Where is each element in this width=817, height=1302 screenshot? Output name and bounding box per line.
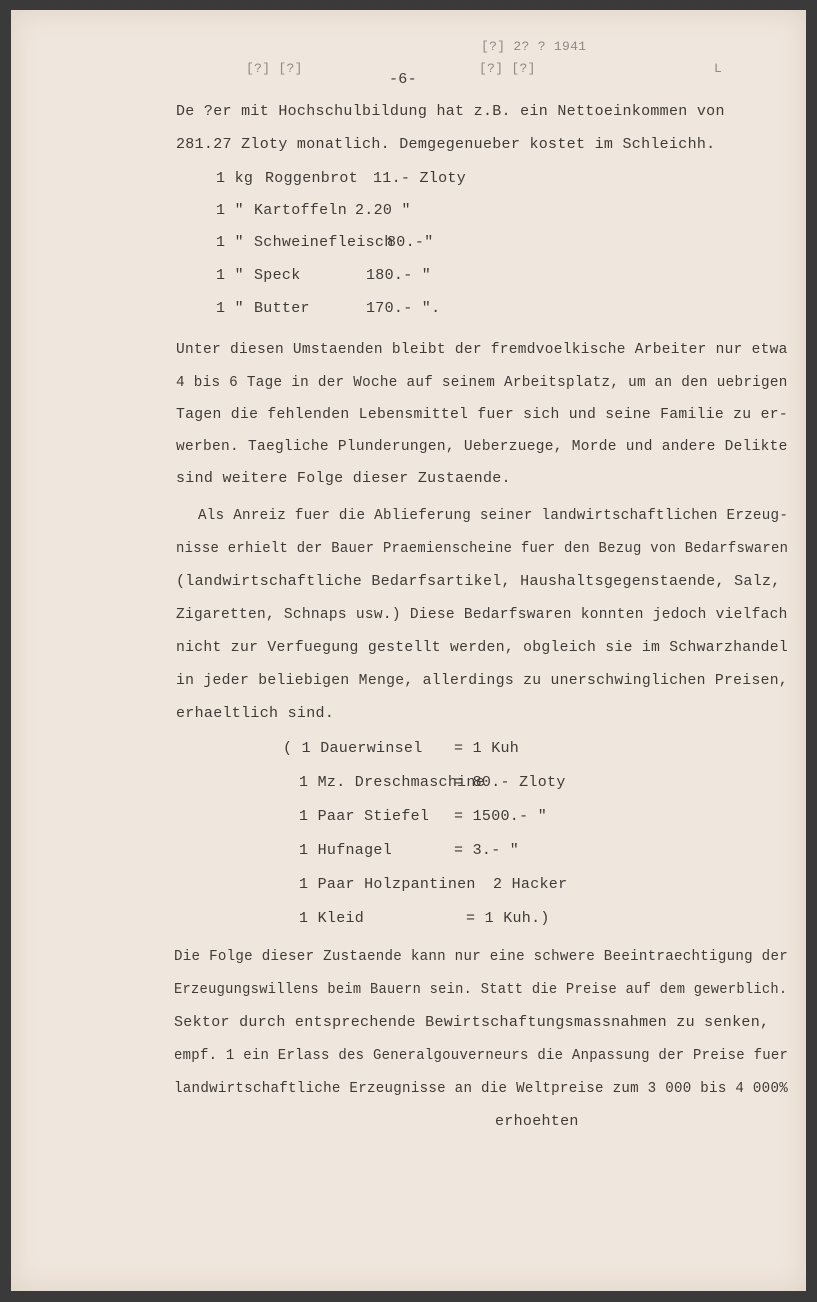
paragraph-3-line-1: Als Anreiz fuer die Ablieferung seiner landwirtschaftlichen Erzeug- (198, 507, 789, 524)
paragraph-4-line-2: Erzeugungswillens beim Bauern sein. Statt die Preise auf dem gewerblich. (174, 981, 788, 998)
food-price: 2.20 " (355, 202, 411, 219)
food-price: 80.-" (387, 234, 434, 251)
paragraph-4-line-5: landwirtschaftliche Erzeugnisse an die Weltpreise zum 3 000 bis 4 000% (174, 1080, 788, 1097)
paragraph-2-line-4: werben. Taegliche Plunderungen, Ueberzuege, Morde und andere Delikte (176, 438, 788, 455)
food-item: Roggenbrot (265, 170, 359, 187)
paragraph-3-line-4: Zigaretten, Schnaps usw.) Diese Bedarfswaren konnten jedoch vielfach (176, 606, 788, 623)
food-price: 11.- Zloty (373, 170, 467, 187)
paragraph-3-line-2: nisse erhielt der Bauer Praemienscheine fuer den Bezug von Bedarfswaren (176, 540, 789, 557)
paragraph-2-line-5: sind weitere Folge dieser Zustaende. (176, 470, 511, 487)
barter-price: = 3.- " (454, 842, 520, 859)
paragraph-1-line-2: 281.27 Zloty monatlich. Demgegenueber kostet im Schleichh. (176, 136, 716, 153)
paragraph-4-line-3: Sektor durch entsprechende Bewirtschaftungsmassnahmen zu senken, (174, 1014, 770, 1031)
barter-item: 1 Mz. Dreschmaschine (299, 774, 486, 791)
paragraph-1-line-1: De ?er mit Hochschulbildung hat z.B. ein Nettoeinkommen von (176, 103, 725, 120)
food-price: 170.- ". (366, 300, 441, 317)
paragraph-2-line-1: Unter diesen Umstaenden bleibt der fremdvoelkische Arbeiter nur etwa (176, 341, 788, 358)
closing-word: erhoehten (495, 1113, 579, 1130)
food-price: 180.- " (366, 267, 432, 284)
food-item: Speck (254, 267, 301, 284)
paragraph-2-line-3: Tagen die fehlenden Lebensmittel fuer sich und seine Familie zu er- (176, 406, 788, 423)
paragraph-3-line-6: in jeder beliebigen Menge, allerdings zu unerschwinglichen Preisen, (176, 672, 788, 689)
header-mark-mid: [?] [?] (479, 61, 536, 76)
header-mark-left: [?] [?] (246, 61, 303, 76)
header-mark-right: L (714, 61, 723, 76)
paragraph-3-line-5: nicht zur Verfuegung gestellt werden, obgleich sie im Schwarzhandel (176, 639, 788, 656)
barter-item: 1 Paar Holzpantinen (299, 876, 476, 893)
food-qty: 1 " (216, 234, 244, 251)
food-item: Butter (254, 300, 310, 317)
barter-price: = 1 Kuh.) (466, 910, 550, 927)
paragraph-2-line-2: 4 bis 6 Tage in der Woche auf seinem Arbeitsplatz, um an den uebrigen (176, 374, 788, 391)
barter-price: = 1 Kuh (454, 740, 520, 757)
food-item: Kartoffeln (254, 202, 348, 219)
barter-price: = 1500.- " (454, 808, 548, 825)
paragraph-4-line-1: Die Folge dieser Zustaende kann nur eine schwere Beeintraechtigung der (174, 948, 788, 965)
food-qty: 1 " (216, 202, 244, 219)
paragraph-3-line-7: erhaeltlich sind. (176, 705, 335, 722)
food-qty: 1 kg (216, 170, 254, 187)
barter-price: 2 Hacker (493, 876, 568, 893)
food-qty: 1 " (216, 267, 244, 284)
barter-price: = 80.- Zloty (454, 774, 566, 791)
food-item: Schweinefleisch (254, 234, 394, 251)
paragraph-4-line-4: empf. 1 ein Erlass des Generalgouverneurs die Anpassung der Preise fuer (174, 1047, 789, 1064)
header-stamp: [?] 2? ? 1941 (481, 39, 587, 54)
barter-item: 1 Kleid (299, 910, 365, 927)
document-page (11, 10, 806, 1291)
food-qty: 1 " (216, 300, 244, 317)
page-number: -6- (389, 71, 417, 88)
barter-item: 1 Hufnagel (299, 842, 393, 859)
barter-item: ( 1 Dauerwinsel (283, 740, 423, 757)
paragraph-3-line-3: (landwirtschaftliche Bedarfsartikel, Haushaltsgegenstaende, Salz, (176, 573, 781, 590)
barter-item: 1 Paar Stiefel (299, 808, 430, 825)
